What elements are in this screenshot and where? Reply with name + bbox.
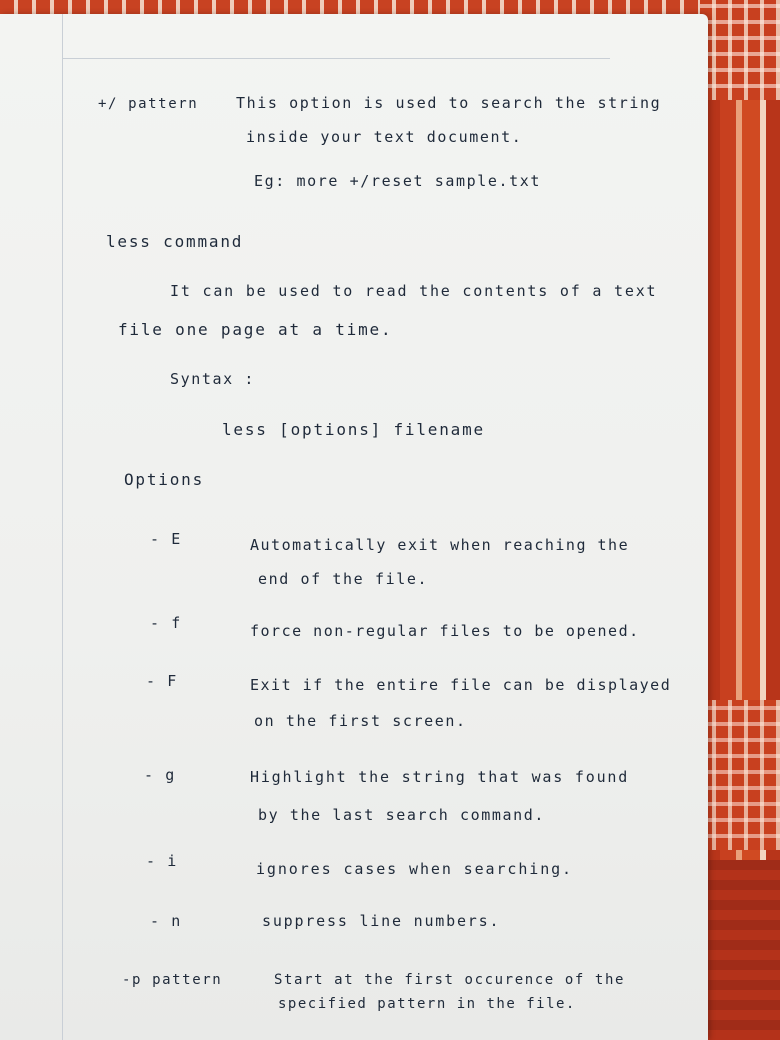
less-desc-line1: It can be used to read the contents of a text (170, 282, 658, 300)
option-desc-p-line1: Start at the first occurence of the (274, 972, 626, 988)
notebook-page (0, 14, 708, 1040)
margin-line (62, 14, 63, 1040)
option-desc-g-line1: Highlight the string that was found (250, 768, 630, 786)
option-flag-i: - i (146, 852, 178, 870)
option-flag-g: - g (144, 766, 176, 784)
fabric-check-middle (700, 700, 780, 850)
option-desc-p-line2: specified pattern in the file. (278, 996, 576, 1012)
pattern-option-example: Eg: more +/reset sample.txt (254, 172, 542, 190)
pattern-option-line1: This option is used to search the string (236, 94, 662, 112)
option-desc-F-line2: on the first screen. (254, 712, 467, 730)
options-heading: Options (124, 470, 205, 489)
syntax-text: less [options] filename (222, 420, 485, 439)
option-desc-F-line1: Exit if the entire file can be displayed (250, 676, 672, 694)
fabric-bottom (700, 860, 780, 1040)
option-flag-f: - f (150, 614, 182, 632)
option-flag-F: - F (146, 672, 178, 690)
option-flag-p: -p pattern (122, 972, 223, 988)
option-desc-i-line1: ignores cases when searching. (256, 860, 573, 878)
less-command-heading: less command (106, 232, 244, 251)
option-desc-E-line2: end of the file. (258, 570, 429, 588)
fabric-check-top (700, 0, 780, 100)
option-desc-g-line2: by the last search command. (258, 806, 546, 824)
option-desc-E-line1: Automatically exit when reaching the (250, 536, 630, 554)
option-desc-n-line1: suppress line numbers. (262, 912, 501, 930)
less-desc-line2: file one page at a time. (118, 320, 393, 339)
syntax-label: Syntax : (170, 370, 256, 388)
pattern-option-line2: inside your text document. (246, 128, 523, 146)
option-flag-n: - n (150, 912, 182, 930)
option-desc-f-line1: force non-regular files to be opened. (250, 622, 640, 640)
option-flag-E: - E (150, 530, 182, 548)
pattern-option-flag: +/ pattern (98, 96, 199, 112)
top-ruled-line (62, 58, 610, 59)
